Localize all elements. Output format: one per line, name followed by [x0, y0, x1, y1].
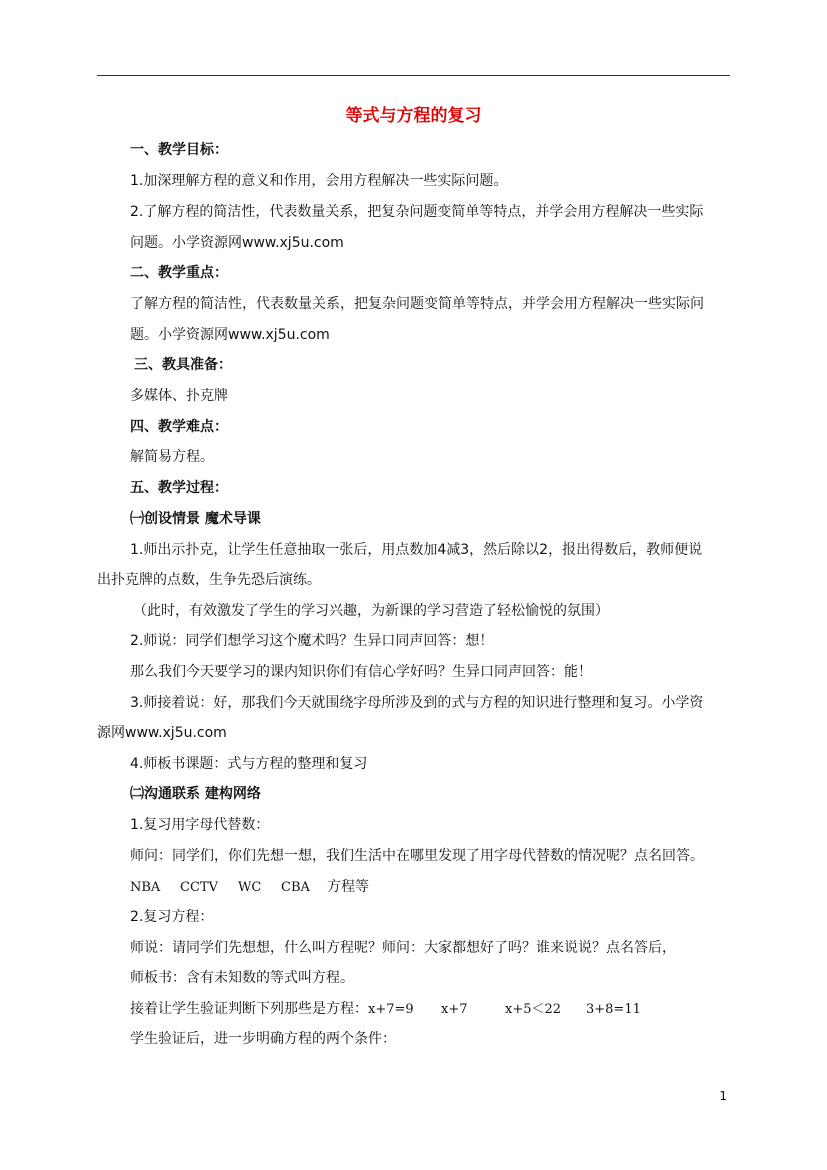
review-1-question: 师问：同学们，你们先想一想，我们生活中在哪里发现了用字母代替数的情况呢？点名回答。: [130, 848, 704, 864]
step-1-note: （此时，有效激发了学生的学习兴趣，为新课的学习营造了轻松愉悦的氛围）: [133, 603, 609, 619]
subsection-heading-intro: ㈠创设情景 魔术导课: [130, 511, 261, 527]
step-3-line-1: 3.师接着说：好，那我们今天就围绕字母所涉及到的式与方程的知识进行整理和复习。小学资: [130, 695, 704, 711]
header-rule: [97, 75, 730, 76]
abbr-item: CCTV: [180, 880, 218, 895]
step-2: 2.师说：同学们想学习这个魔术吗？生异口同声回答：想！: [130, 633, 494, 649]
expression: 3+8=11: [586, 1002, 641, 1017]
expression: x+5＜22: [505, 1002, 562, 1017]
section-heading-tools: 三、教具准备：: [134, 357, 232, 373]
step-2-followup: 那么我们今天要学习的课内知识你们有信心学好吗？生异口同声回答：能！: [130, 664, 592, 680]
section-heading-process: 五、教学过程：: [130, 480, 228, 496]
subsection-heading-network: ㈡沟通联系 建构网络: [130, 786, 261, 802]
expression-list: [368, 1002, 641, 1017]
abbr-item: NBA: [130, 880, 161, 895]
step-1-line-2: 出扑克牌的点数，生争先恐后演练。: [97, 572, 321, 588]
tools-text: 多媒体、扑克牌: [130, 388, 228, 404]
review-2-question: 师说：请同学们先想想，什么叫方程呢？师问：大家都想好了吗？谁来说说？点名答后，: [130, 940, 676, 956]
review-1-heading: 1.复习用字母代替数：: [130, 817, 270, 833]
key-points-line-1: 了解方程的简洁性，代表数量关系，把复杂问题变简单等特点，并学会用方程解决一些实际问: [130, 296, 704, 312]
step-1-line-1: 1.师出示扑克，让学生任意抽取一张后，用点数加4减3，然后除以2，报出得数后，教师便说: [130, 542, 703, 558]
section-heading-goals: 一、教学目标：: [130, 142, 228, 158]
review-2-heading: 2.复习方程：: [130, 909, 214, 925]
document-title: 等式与方程的复习: [345, 106, 482, 126]
review-2-board: 师板书：含有未知数的等式叫方程。: [130, 970, 354, 986]
step-3-line-2: 源网www.xj5u.com: [97, 725, 227, 741]
expression: x+7=9: [368, 1002, 414, 1017]
key-points-line-2: 题。小学资源网www.xj5u.com: [130, 327, 330, 343]
section-heading-difficulty: 四、教学难点：: [130, 419, 228, 435]
abbr-item: WC: [238, 880, 262, 895]
goal-2-line-1: 2.了解方程的简洁性，代表数量关系，把复杂问题变简单等特点，并学会用方程解决一些实际: [130, 204, 704, 220]
abbreviation-list: [130, 877, 369, 898]
verify-line: [130, 999, 641, 1020]
abbr-item: CBA: [281, 880, 310, 895]
expression: x+7: [441, 1002, 468, 1017]
goal-2-line-2: 问题。小学资源网www.xj5u.com: [130, 235, 344, 251]
section-heading-key-points: 二、教学重点：: [130, 265, 228, 281]
conditions-line: 学生验证后，进一步明确方程的两个条件：: [130, 1031, 396, 1047]
abbr-item: 方程等: [327, 879, 369, 895]
difficulty-text: 解简易方程。: [130, 449, 214, 465]
verify-text: 接着让学生验证判断下列那些是方程：: [130, 1001, 368, 1017]
page-number: 1: [719, 1089, 727, 1103]
step-4: 4.师板书课题：式与方程的整理和复习: [130, 756, 368, 772]
goal-1: 1.加深理解方程的意义和作用，会用方程解决一些实际问题。: [130, 173, 508, 189]
